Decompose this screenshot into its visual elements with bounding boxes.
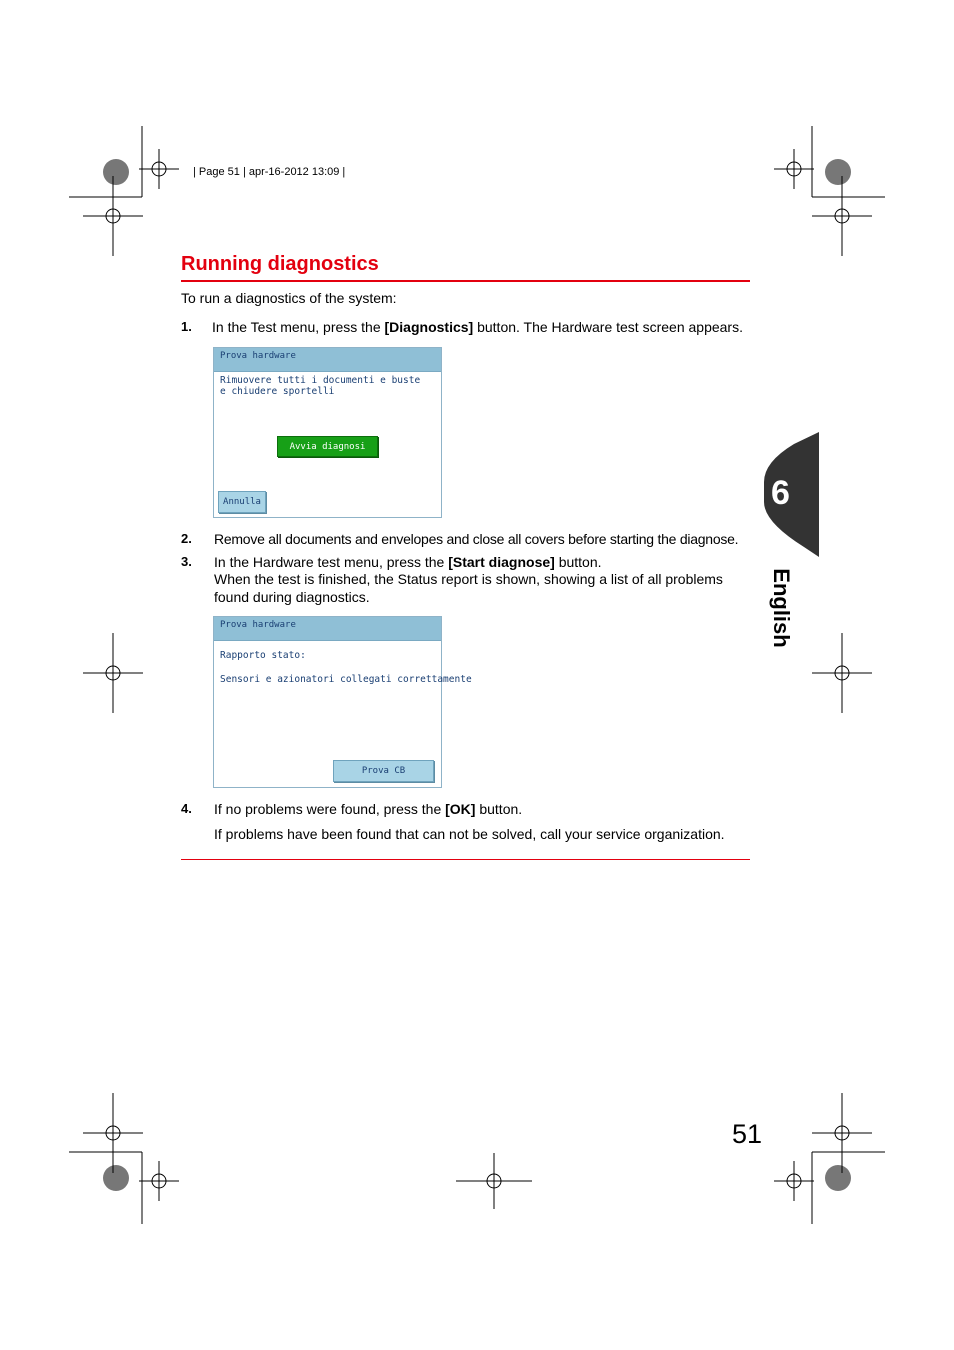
screen-title: Prova hardware	[220, 351, 296, 361]
screen-message-line-2: e chiudere sportelli	[220, 386, 335, 397]
status-report-screen	[213, 616, 472, 788]
step-4-line-2: If problems have been found that can not be solved, call your service organization.	[214, 826, 725, 842]
step-4-number: 4.	[181, 801, 192, 816]
intro-text: To run a diagnostics of the system:	[181, 290, 397, 306]
step-1-text: In the Test menu, press the [Diagnostics] button. The Hardware test screen appears.	[212, 319, 743, 335]
screen-title: Prova hardware	[220, 620, 296, 630]
section-title: Running diagnostics	[181, 253, 379, 275]
start-diagnose-button[interactable]: Avvia diagnosi	[277, 436, 378, 457]
chapter-number: 6	[771, 474, 790, 512]
print-slug: | Page 51 | apr-16-2012 13:09 |	[193, 166, 346, 178]
cancel-button[interactable]: Annulla	[218, 491, 266, 513]
hardware-test-screen	[213, 347, 442, 518]
title-rule	[181, 280, 750, 282]
bottom-rule	[181, 859, 750, 860]
step-3-line-3: found during diagnostics.	[214, 589, 370, 605]
step-2-text: Remove all documents and envelopes and close all covers before starting the diagnose.	[214, 531, 739, 547]
screen-title-bar	[214, 348, 441, 372]
step-1-number: 1.	[181, 319, 192, 334]
step-3-number: 3.	[181, 554, 192, 569]
status-report-message: Sensori e azionatori collegati correttamente	[220, 674, 472, 685]
step-3-text: In the Hardware test menu, press the [Start diagnose] button.	[214, 554, 602, 570]
step-4-text: If no problems were found, press the [OK] button.	[214, 801, 523, 817]
language-label: English	[769, 568, 794, 648]
screen-message-line-1: Rimuovere tutti i documenti e buste	[220, 375, 421, 386]
prova-cb-button[interactable]: Prova CB	[333, 760, 434, 782]
screen-title-bar	[214, 617, 441, 641]
page-number: 51	[732, 1119, 763, 1149]
status-report-label: Rapporto stato:	[220, 650, 306, 661]
step-2-number: 2.	[181, 531, 192, 546]
step-3-line-2: When the test is finished, the Status report is shown, showing a list of all problems	[214, 571, 723, 587]
